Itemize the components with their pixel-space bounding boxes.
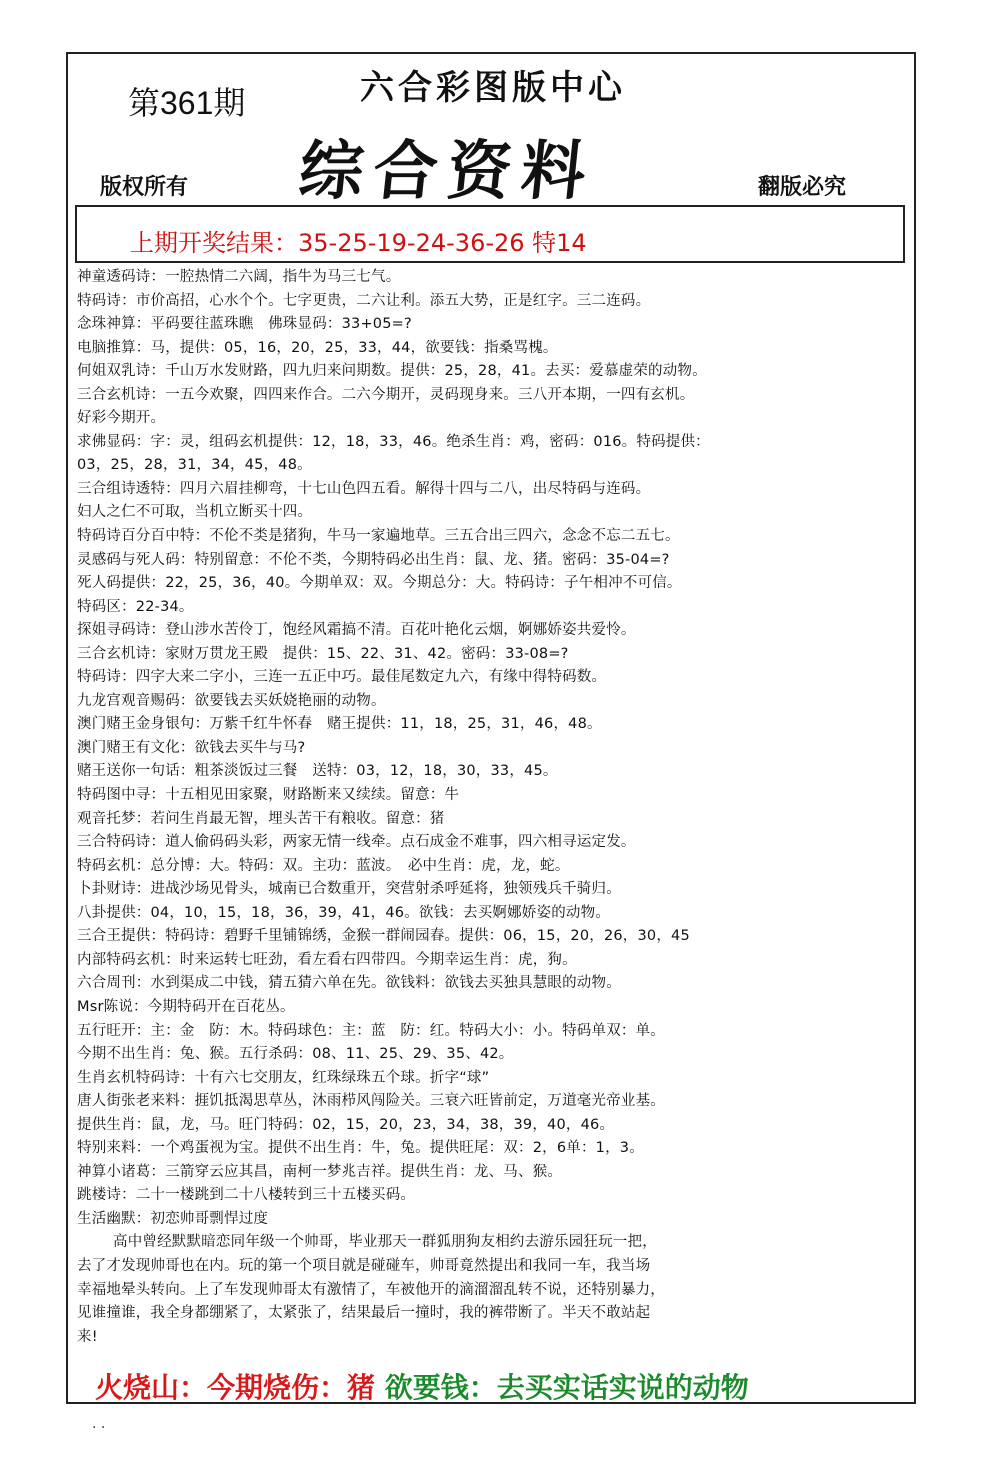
content-line: 何姐双乳诗：千山万水发财路，四九归来问期数。提供：25，28，41。去买：爱慕虚荣的动物。: [77, 363, 707, 380]
content-line: 探姐寻码诗：登山涉水苦伶丁，饱经风霜搞不清。百花叶艳化云烟，婀娜娇姿共爱怜。: [77, 622, 636, 639]
story-line: 来!: [77, 1328, 98, 1345]
footer-banner: [95, 1366, 749, 1406]
content-line: 赌王送你一句话：粗茶淡饭过三餐 送特：03，12，18，30，33，45。: [77, 763, 558, 780]
content-line: 生肖玄机特码诗：十有六七交朋友，红珠绿珠五个球。折字“球”: [77, 1069, 490, 1086]
content-line: 三合特码诗：道人偷码码头彩，两家无情一线牵。点石成金不难事，四六相寻运定发。: [77, 834, 636, 851]
content-line: 神算小诸葛：三箭穿云应其昌，南柯一梦兆吉祥。提供生肖：龙、马、猴。: [77, 1163, 563, 1180]
content-line: 特码诗百分百中特：不伦不类是猪狗，牛马一家遍地草。三五合出三四六，念念不忘二五七。: [77, 528, 680, 545]
content-line: 死人码提供：22，25，36，40。今期单双：双。今期总分：大。特码诗：子午相冲不可信。: [77, 575, 682, 592]
content-line: 内部特码玄机：时来运转七旺劲，看左看右四带四。今期幸运生肖：虎，狗。: [77, 951, 577, 968]
content-line: 五行旺开：主：金 防：木。特码球色：主：蓝 防：红。特码大小：小。特码单双：单。: [77, 1022, 665, 1039]
copyright-notice: 版权所有: [100, 175, 189, 200]
content-line: 三合组诗透特：四月六眉挂柳弯，十七山色四五看。解得十四与二八，出尽特码与连码。: [77, 480, 651, 497]
last-draw-result: 上期开奖结果：35-25-19-24-36-26 特14: [130, 229, 587, 257]
content-line: 妇人之仁不可取，当机立断买十四。: [77, 504, 313, 521]
content-line: 念珠神算：平码要往蓝珠瞧 佛珠显码：33+05=?: [77, 316, 412, 333]
content-line: Msr陈说：今期特码开在百花丛。: [77, 998, 295, 1015]
footer-red-text: 火烧山：今期烧伤：猪: [95, 1371, 376, 1404]
content-line: 好彩今期开。: [77, 410, 166, 427]
content-lines: [77, 266, 912, 1349]
content-line: 三合玄机诗：家财万贯龙王殿 提供：15、22、31、42。密码：33-08=?: [77, 645, 569, 662]
story-line: 去了才发现帅哥也在内。玩的第一个项目就是碰碰车，帅哥竟然提出和我同一车，我当场: [77, 1257, 651, 1274]
content-line: 三合玄机诗：一五今欢聚，四四来作合。二六今期开，灵码现身来。三八开本期，一四有玄机。: [77, 386, 695, 403]
content-line: 求佛显码：字：灵，组码玄机提供：12，18，33，46。绝杀生肖：鸡，密码：016。特码提供：: [77, 433, 710, 450]
content-line: 灵感码与死人码：特别留意：不伦不类，今期特码必出生肖：鼠、龙、猪。密码：35-04=?: [77, 551, 670, 568]
decorative-dots: · ·: [92, 1420, 106, 1436]
story-line: 高中曾经默默暗恋同年级一个帅哥，毕业那天一群狐朋狗友相约去游乐园狂玩一把，: [113, 1234, 657, 1251]
content-line: 今期不出生肖：兔、猴。五行杀码：08、11、25、29、35、42。: [77, 1046, 514, 1063]
center-title: 六合彩图版中心: [360, 68, 626, 108]
content-line: 特别来料：一个鸡蛋视为宝。提供不出生肖：牛，兔。提供旺尾：双：2，6单：1，3。: [77, 1140, 644, 1157]
issue-number: 第361期: [128, 85, 246, 121]
content-line: 三合王提供：特码诗：碧野千里铺锦绣，金猴一群闹园春。提供：06，15，20，26，30，45: [77, 928, 690, 945]
content-line: 九龙宫观音赐码：欲要钱去买妖娆艳丽的动物。: [77, 692, 386, 709]
story-line: 幸福地晕头转向。上了车发现帅哥太有激情了，车被他开的滴溜溜乱转不说，还特别暴力，: [77, 1281, 665, 1298]
story-line: 见谁撞谁，我全身都绷紧了，太紧张了，结果最后一撞时，我的裤带断了。半天不敢站起: [77, 1305, 651, 1322]
footer-green-text: 欲要钱：去买实话实说的动物: [384, 1371, 749, 1404]
content-line: 观音托梦：若问生肖最无智，埋头苦干有粮收。留意：猪: [77, 810, 445, 827]
content-line: 特码图中寻：十五相见田家聚，财路断来又续续。留意：牛: [77, 787, 460, 804]
content-line: 特码区：22-34。: [77, 598, 194, 615]
content-line: 生活幽默：初恋帅哥剽悍过度: [77, 1210, 269, 1227]
content-line: 特码诗：四字大来二字小，三连一五正中巧。最佳尾数定九六，有缘中得特码数。: [77, 669, 607, 686]
content-line: 卜卦财诗：进战沙场见骨头，城南已合数重开，突营射杀呼延将，独领残兵千骑归。: [77, 881, 621, 898]
content-line: 特码玄机：总分博：大。特码：双。主功：蓝波。 必中生肖：虎，龙，蛇。: [77, 857, 570, 874]
content-line: 电脑推算：马，提供：05，16，20，25，33，44，欲要钱：指桑骂槐。: [77, 339, 558, 356]
content-line: 唐人街张老来料：捱饥抵渴思草丛，沐雨栉风闯险关。三衰六旺皆前定，万道毫光帝业基。: [77, 1093, 665, 1110]
content-line: 六合周刊：水到渠成二中钱，猜五猜六单在先。欲钱料：欲钱去买独具慧眼的动物。: [77, 975, 621, 992]
content-line: 澳门赌王有文化：欲钱去买牛与马?: [77, 739, 306, 756]
content-line: 澳门赌王金身银句：万紫千红牛怀春 赌王提供：11，18，25，31，46，48。: [77, 716, 602, 733]
content-line: 八卦提供：04，10，15，18，36，39，41，46。欲钱：去买婀娜娇姿的动物。: [77, 904, 611, 921]
content-line: 特码诗：市价高招，心水个个。七字更贵，二六让利。添五大势，正是红字。三二连码。: [77, 292, 651, 309]
content-line: 神童透码诗：一腔热情二六阔，指牛为马三七气。: [77, 269, 401, 285]
content-line: 跳楼诗：二十一楼跳到二十八楼转到三十五楼买码。: [77, 1187, 416, 1204]
anti-piracy-notice: 翻版必究: [758, 175, 847, 200]
content-line: 提供生肖：鼠，龙，马。旺门特码：02，15，20，23，34，38，39，40，46。: [77, 1116, 615, 1133]
content-line: 03，25，28，31，34，45，48。: [77, 457, 312, 474]
main-title: 综合资料: [295, 134, 600, 209]
